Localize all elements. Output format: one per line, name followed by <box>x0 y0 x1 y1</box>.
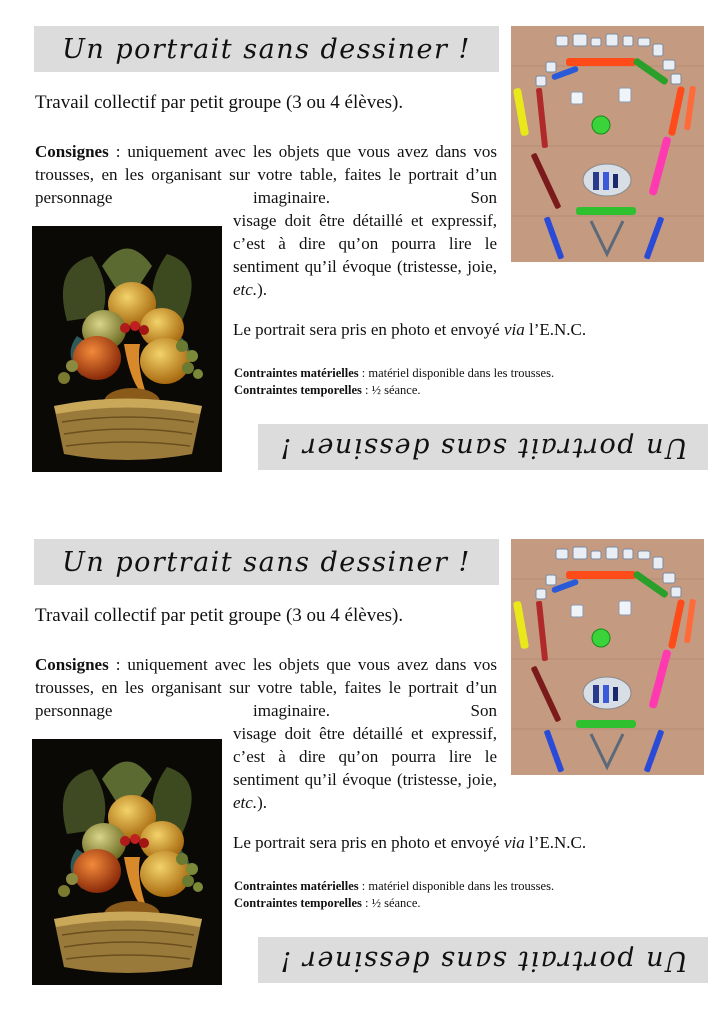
instructions-paragraph <box>35 140 497 209</box>
instructions-text: : uniquement avec les objets que vous avez dans vos trousses, en les organisant sur votre table, faites le portrait d’un personnage imaginaire. Son <box>35 142 497 207</box>
title-banner <box>34 26 499 72</box>
instructions-continued <box>233 209 497 301</box>
instructions-continued <box>233 722 497 814</box>
worksheet-card-2 <box>0 513 725 1013</box>
instructions-paragraph <box>35 653 497 722</box>
instructions-label: Consignes <box>35 142 109 161</box>
envoi-text-b: l’E.N.C. <box>524 833 587 852</box>
instructions-cont-text: visage doit être détaillé et expressif, c’est à dire qu’on pourra lire le sentiment qu’il évoque (tristesse, joie, <box>233 211 497 276</box>
footer-title-inverted: Un portrait sans dessiner ! <box>278 944 688 976</box>
time-constraints-label: Contraintes temporelles <box>234 383 362 397</box>
instructions-etc: etc. <box>233 793 258 812</box>
instructions-text: : uniquement avec les objets que vous avez dans vos trousses, en les organisant sur votre table, faites le portrait d’un personnage imaginaire. Son <box>35 655 497 720</box>
envoi-text-a: Le portrait sera pris en photo et envoyé <box>233 320 504 339</box>
group-work-text: Travail collectif par petit groupe (3 ou 4 élèves). <box>35 92 404 113</box>
instructions-label: Consignes <box>35 655 109 674</box>
footer-title-inverted: Un portrait sans dessiner ! <box>278 431 688 463</box>
envoi-text-a: Le portrait sera pris en photo et envoyé <box>233 833 504 852</box>
time-constraints-text: : ½ séance. <box>361 383 421 397</box>
instructions-cont-end: ). <box>257 793 267 812</box>
pencil-case-face-photo <box>511 539 704 775</box>
fruit-basket-portrait-image <box>32 226 222 472</box>
footer-banner-inverted <box>258 937 708 983</box>
card-title: Un portrait sans dessiner ! <box>62 33 471 65</box>
material-constraints <box>234 366 554 381</box>
time-constraints <box>234 383 421 398</box>
card-title: Un portrait sans dessiner ! <box>62 546 471 578</box>
photo-sending-text <box>233 833 586 853</box>
instructions-etc: etc. <box>233 280 258 299</box>
material-constraints-label: Contraintes matérielles <box>234 879 359 893</box>
material-constraints-text: : matériel disponible dans les trousses. <box>358 366 555 380</box>
instructions-cont-text: visage doit être détaillé et expressif, c’est à dire qu’on pourra lire le sentiment qu’il évoque (tristesse, joie, <box>233 724 497 789</box>
material-constraints-text: : matériel disponible dans les trousses. <box>358 879 555 893</box>
footer-banner-inverted <box>258 424 708 470</box>
envoi-text-b: l’E.N.C. <box>524 320 587 339</box>
material-constraints-label: Contraintes matérielles <box>234 366 359 380</box>
title-banner <box>34 539 499 585</box>
fruit-basket-portrait-image <box>32 739 222 985</box>
instructions-cont-end: ). <box>257 280 267 299</box>
time-constraints <box>234 896 421 911</box>
worksheet-card-1 <box>0 0 725 500</box>
time-constraints-text: : ½ séance. <box>361 896 421 910</box>
group-work-text: Travail collectif par petit groupe (3 ou 4 élèves). <box>35 605 404 626</box>
envoi-via: via <box>503 833 525 852</box>
time-constraints-label: Contraintes temporelles <box>234 896 362 910</box>
pencil-case-face-photo <box>511 26 704 262</box>
photo-sending-text <box>233 320 586 340</box>
envoi-via: via <box>503 320 525 339</box>
material-constraints <box>234 879 554 894</box>
